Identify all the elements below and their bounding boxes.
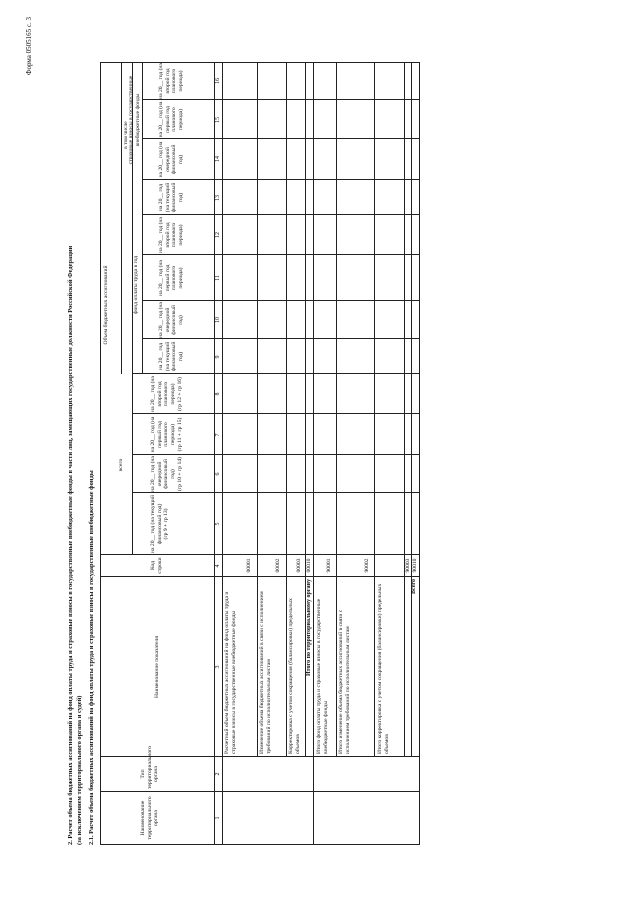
col-num-4: 4	[215, 564, 221, 568]
row-00001-code: 00001	[246, 558, 252, 573]
row-00003-label: Корректировка с учетом сокращения (балансировки) предельных объемов	[288, 598, 301, 754]
header-col8: на 20__ год (на второй год планового периода) (гр 12 + гр 16)	[150, 376, 183, 412]
header-org-name: Наименование территориального органа	[140, 796, 160, 840]
subsection-title: 2.1. Расчет объема бюджетных ассигнований на фонд оплаты труда и страховые взносы в государственные внебюджетные фонды	[88, 470, 95, 845]
form-number: Форма 0505165 с. 3	[25, 16, 33, 75]
header-col7: на 20__ год (на первый год планового периода) (гр 11 + гр 15)	[150, 416, 183, 453]
summary-90002-label: Итого изменение объема бюджетных ассигнований в связи с исполнением требований по исполнительным листам	[338, 609, 351, 754]
col-num-6: 6	[215, 472, 221, 476]
col-num-14: 14	[215, 156, 221, 162]
header-col5: на 20__ год (на текущий финансовый год) (гр 9 + гр 13)	[150, 495, 170, 553]
section-title-note: (за исключением территориального органа и судей)	[76, 695, 83, 845]
header-insurance: страховые взносы в государственные внебюджетные фонды	[128, 75, 141, 165]
header-col12: на 20__ год (на второй год планового периода)	[158, 217, 185, 253]
summary-90001-code: 90001	[326, 558, 332, 573]
header-col14: на 20__ год (на очередной финансовый год)	[158, 141, 185, 178]
row-00002-label: Изменение объема бюджетных ассигнований в связи с исполнением требований по исполнительным листам	[259, 591, 272, 754]
col-num-15: 15	[215, 117, 221, 123]
summary-90001-label: Итого фонд оплаты труда и страховые взносы в государственные внебюджетные фонды	[316, 598, 329, 754]
header-col16: на 20__ год (на второй год планового периода)	[158, 63, 185, 99]
col-num-13: 13	[215, 195, 221, 201]
header-col6: на 20__ год (на очередной финансовый год) (гр 10 + гр 14)	[150, 456, 183, 492]
header-incl: в том числе	[123, 121, 129, 149]
grand-total-code: 90010	[412, 558, 418, 573]
header-col11: на 20__ год (на первый год планового периода)	[158, 260, 185, 296]
header-col9: на 20__ год (на текущий финансовый год)	[158, 341, 185, 372]
subtotal-label: Итого по территориальному органу	[306, 579, 312, 677]
col-num-1: 1	[215, 816, 221, 820]
header-row-code: Код строки	[150, 557, 163, 574]
col-num-16: 16	[215, 78, 221, 84]
col-num-12: 12	[215, 232, 221, 238]
col-num-3: 3	[215, 665, 221, 669]
col-num-2: 2	[215, 772, 221, 776]
row-00002-code: 00002	[275, 558, 281, 573]
header-indicator: Наименование показателя	[154, 636, 160, 698]
header-col10: на 20__ год (на очередной финансовый год)	[158, 302, 185, 338]
header-total: всего	[118, 458, 124, 472]
col-num-9: 9	[215, 355, 221, 359]
row-00003-code: 00003	[296, 558, 302, 573]
summary-90002-code: 90002	[364, 558, 370, 573]
col-num-11: 11	[215, 275, 221, 281]
col-num-10: 10	[215, 317, 221, 323]
header-wage-fund: фонд оплаты труда в год	[133, 255, 139, 315]
col-num-7: 7	[215, 433, 221, 437]
row-00001-label: Расчетный объем бюджетных ассигнований на фонд оплаты труда и страховые взносы в государственные внебюджетные фонды	[224, 591, 237, 754]
subtotal-code: 00010	[306, 558, 312, 573]
summary-90003-code: 90003	[405, 558, 411, 573]
col-num-8: 8	[215, 392, 221, 396]
section-title: 2. Расчет объема бюджетных ассигнований на фонд оплаты труда и страховые взносы в государственные внебюджетные фонды в части лиц, замещающих государственные должности Российской Федерации	[67, 245, 74, 845]
header-col13: на 20__ год (на текущий финансовый год)	[158, 182, 185, 213]
summary-90003-label: Итого корректировка с учетом сокращения (балансировки) предельных объемов	[377, 583, 390, 754]
header-org-type: Тип территориального органа	[140, 745, 160, 789]
col-num-5: 5	[215, 522, 221, 526]
header-budget-volume: Объем бюджетных ассигнований	[103, 265, 109, 345]
header-col15: на 20__ год (на первый год планового периода)	[158, 101, 185, 138]
grand-total-label: Всего	[411, 579, 417, 594]
